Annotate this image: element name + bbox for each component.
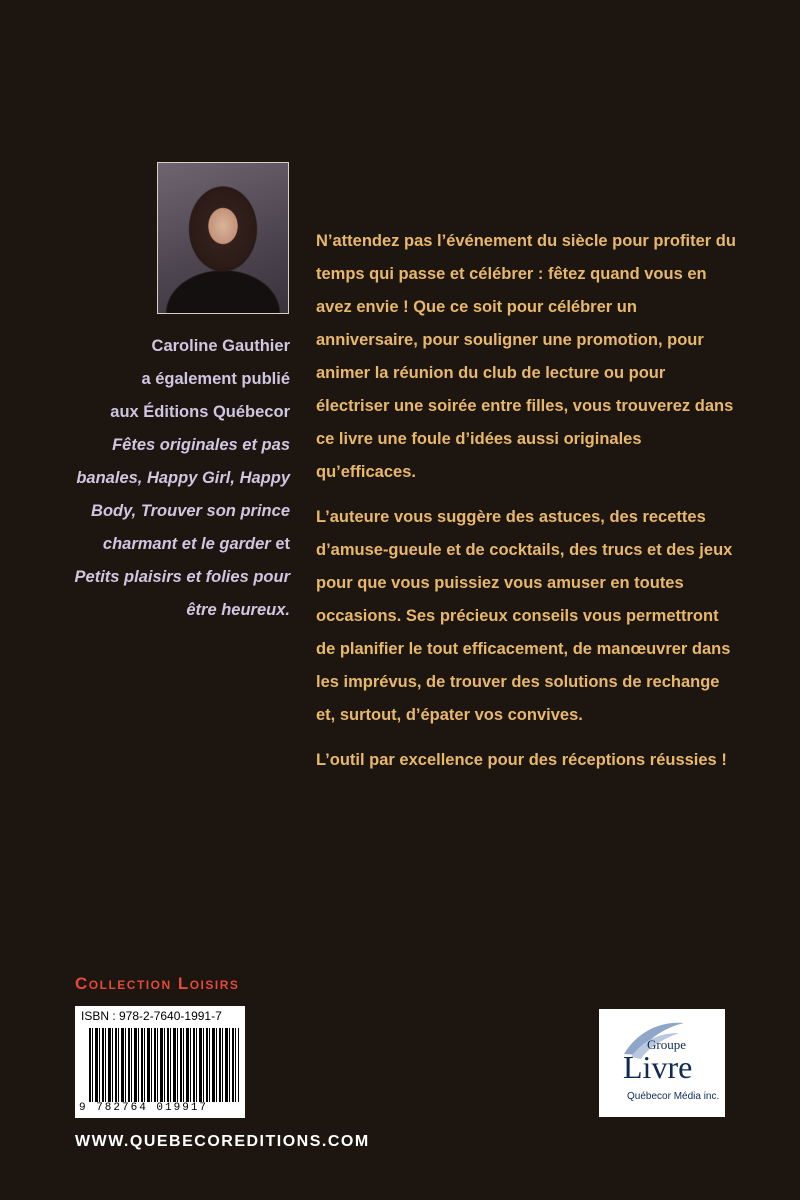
bio-titles-2: Petits plaisirs et folies pour être heureux. xyxy=(74,568,290,619)
blurb-paragraph-2: L’auteure vous suggère des astuces, des recettes d’amuse-gueule et de cocktails, des trucs et des jeux pour que vous puissiez vous amuser en toutes occasions. Ses précieux conseils vous permettront de planifier le tout efficacement, de manœuvrer dans les imprévus, de trouver des solutions de rechange et, surtout, d’épater vos convives. xyxy=(316,508,733,724)
collection-name: Collection Loisirs xyxy=(75,974,240,993)
author-bio xyxy=(60,330,290,627)
blurb-paragraph-1: N’attendez pas l’événement du siècle pour profiter du temps qui passe et célébrer : fêtez quand vous en avez envie ! Que ce soit pour célébrer un anniversaire, pour souligner une promotion, pour animer la réunion du club de lecture ou pour électriser une soirée entre filles, vous trouverez dans ce livre une foule d’idées aussi originales qu’efficaces. xyxy=(316,232,736,481)
bio-connector: et xyxy=(275,535,290,553)
logo-top-text: Groupe xyxy=(647,1037,686,1052)
website-url: WWW.QUEBECOREDITIONS.COM xyxy=(75,1133,370,1150)
back-cover-blurb xyxy=(316,225,736,789)
bio-line: aux Éditions Québecor xyxy=(110,403,290,421)
bio-titles: Fêtes originales et pas banales, Happy Girl, Happy Body, Trouver son prince charmant xyxy=(76,436,290,553)
logo-sub-text: Québecor Média inc. xyxy=(627,1091,720,1102)
barcode xyxy=(75,1006,245,1118)
publisher-logo xyxy=(599,1009,725,1117)
barcode-number: 9 782764 019917 xyxy=(79,1102,209,1114)
blurb-paragraph-3: L’outil par excellence pour des réceptions réussies ! xyxy=(316,751,727,769)
bio-connector: et le garder xyxy=(181,535,271,553)
bio-line: a également publié xyxy=(141,370,290,388)
barcode-bars xyxy=(89,1028,239,1102)
author-photo xyxy=(157,162,289,314)
isbn-label: ISBN : 978-2-7640-1991-7 xyxy=(81,1009,222,1023)
logo-main-text: Livre xyxy=(623,1049,693,1085)
bio-line: Caroline Gauthier xyxy=(151,337,290,355)
